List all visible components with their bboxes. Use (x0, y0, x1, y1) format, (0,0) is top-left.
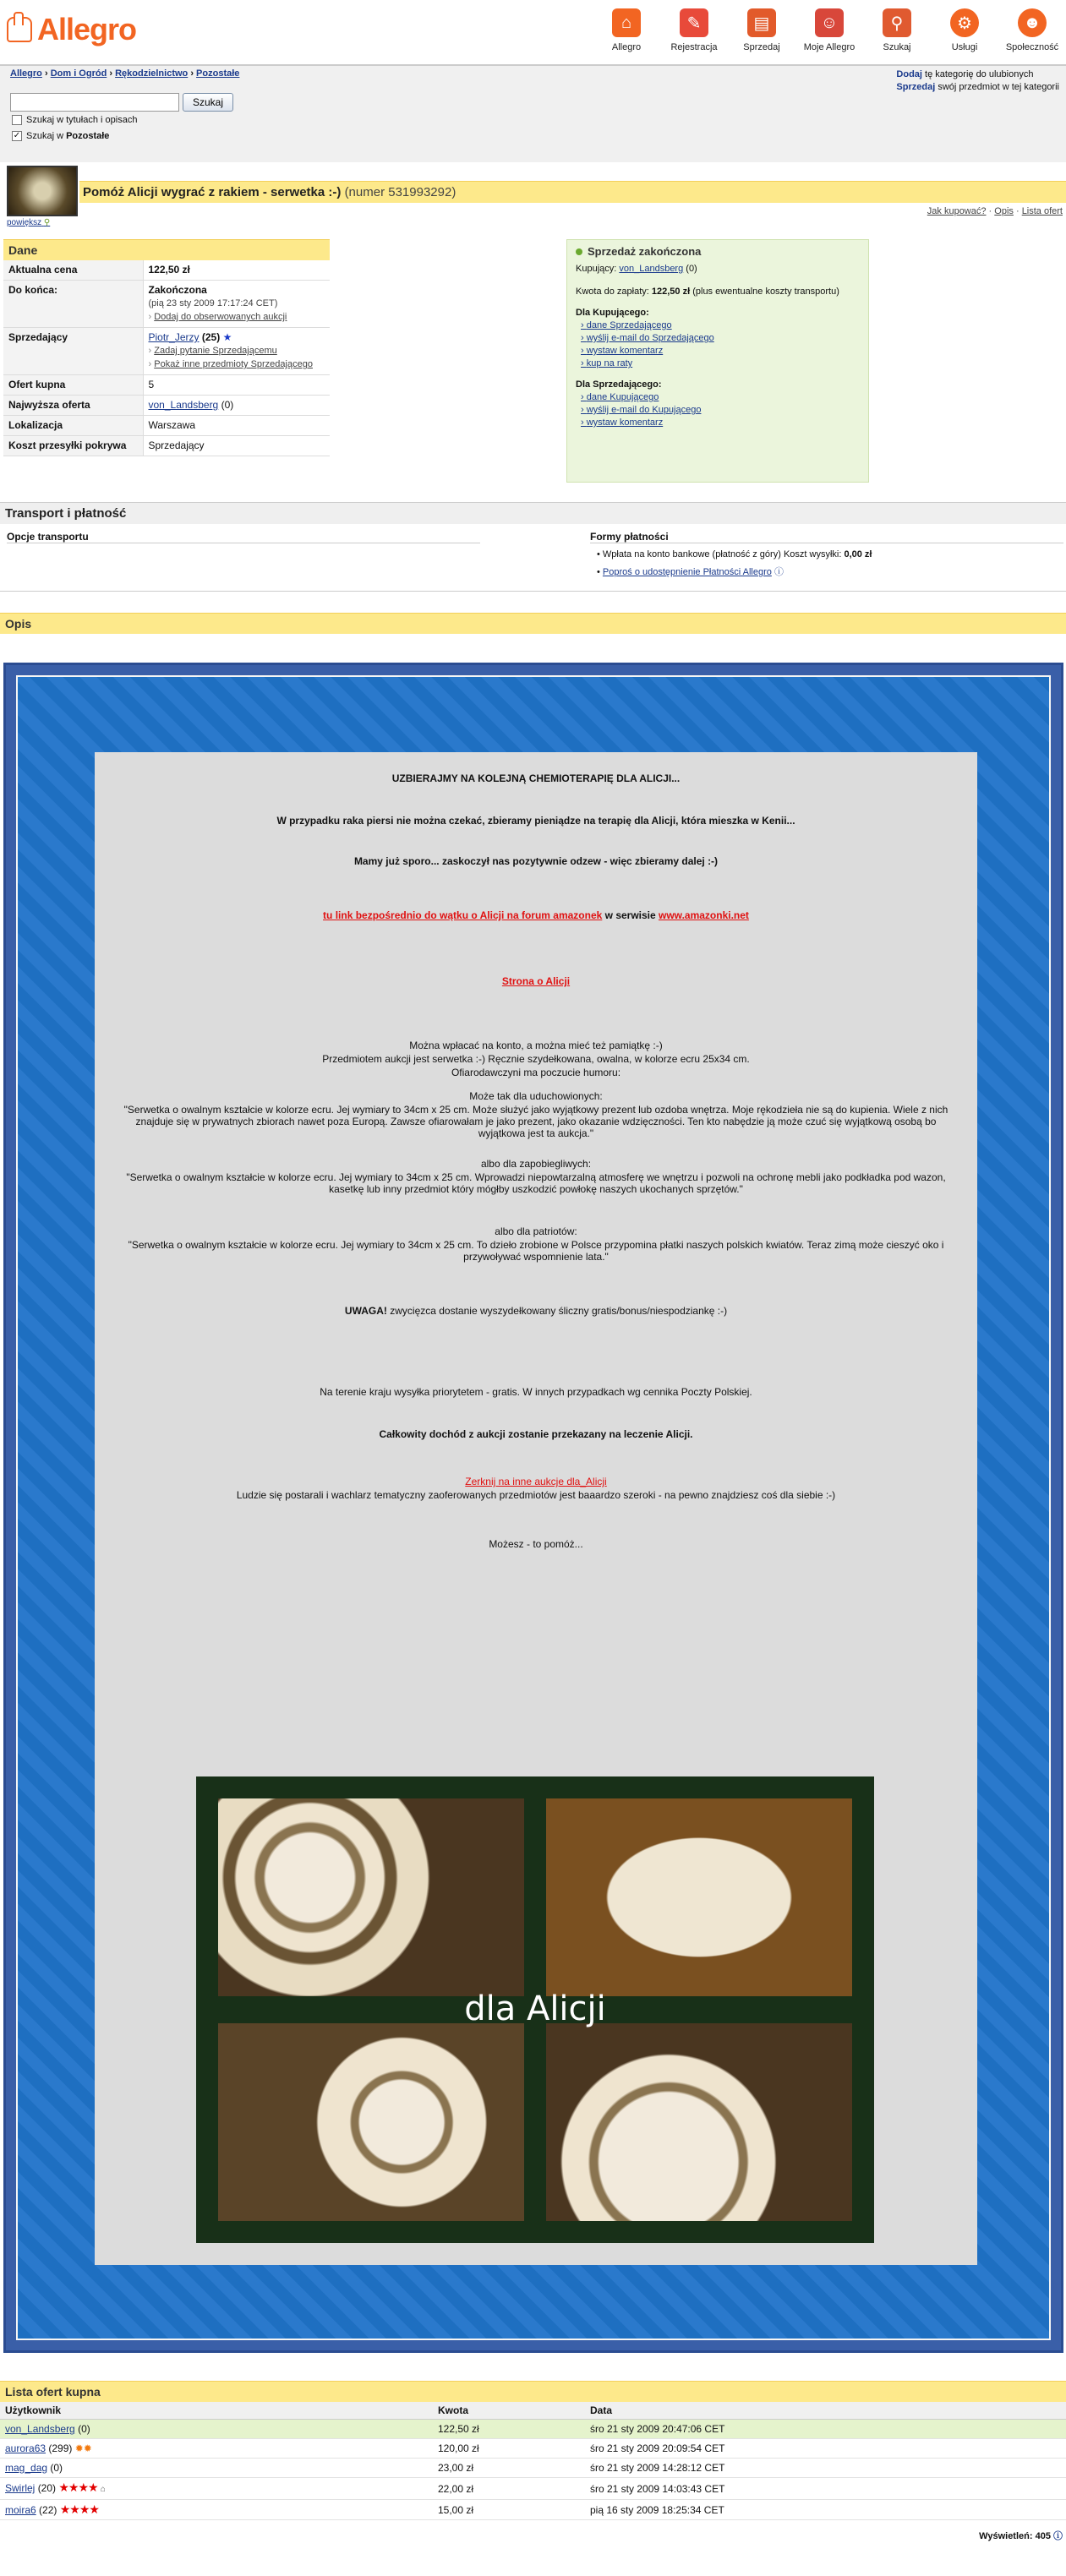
crumb-pozostale[interactable]: Pozostałe (196, 68, 240, 79)
pencil-icon: ✎ (680, 8, 708, 37)
description-header: Opis (0, 613, 1066, 634)
crumb-rekodzielnictwo[interactable]: Rękodzielnictwo (115, 68, 189, 79)
desc-link[interactable]: Opis (994, 206, 1014, 216)
seller-link-comment[interactable]: › wystaw komentarz (581, 418, 664, 428)
home-icon: ⌂ (612, 8, 641, 37)
nav-uslugi[interactable]: ⚙ Usługi (931, 0, 998, 52)
transport-header: Transport i płatność (0, 502, 1066, 524)
item-thumbnail[interactable] (7, 166, 78, 216)
seller-link-email-buyer[interactable]: › wyślij e-mail do Kupującego (581, 405, 702, 415)
stars-badge-icon: ★★★★ (58, 2480, 98, 2494)
buyer-link-seller-data[interactable]: › dane Sprzedającego (581, 320, 672, 330)
allegro-logo[interactable] (7, 12, 136, 47)
user-card-icon: ☺ (815, 8, 844, 37)
nav-rejestracja[interactable]: ✎ Rejestracja (660, 0, 728, 52)
zoom-link[interactable]: powiększ ⚲ (7, 218, 51, 227)
green-dot-icon (576, 248, 582, 255)
seller-link[interactable]: Piotr_Jerzy (148, 331, 200, 343)
table-row: Swirlej (20) ★★★★ ⌂ 22,00 zł śro 21 sty 2009 14:03:43 CET (0, 2478, 1066, 2500)
bids-header: Lista ofert kupna (0, 2381, 1066, 2402)
bids-section (0, 2381, 1066, 2520)
seller-link-buyer-data[interactable]: › dane Kupującego (581, 392, 659, 402)
zoom-icon: ⚲ (43, 218, 51, 227)
buyer-link-installments[interactable]: › kup na raty (581, 358, 633, 368)
sale-ended-box: Sprzedaż zakończona Kupujący: von_Landsberg (0) Kwota do zapłaty: 122,50 zł (plus ewentualne koszty transportu) Dla Kupującego: › dane Sprzedającego › wyślij e-mail do Sprzedającego › wystaw komentarz › kup na raty Dla Sprzedającego: › dane Kupującego › wyślij e-mail do Kupującego › wystaw komentarz (566, 239, 869, 483)
bidder-link[interactable]: mag_dag (5, 2462, 48, 2474)
title-bar (79, 181, 1066, 203)
category-actions: Dodaj tę kategorię do ulubionych Sprzedaj swój przedmiot w tej kategorii (896, 69, 1059, 92)
bids-table: Użytkownik Kwota Data von_Landsberg (0) 122,50 zł śro 21 sty 2009 20:47:06 CET aurora63 (299) ✹✹ 120,00 zł śro 21 sty 2009 20:09:54 CET mag_dag (0) 23,00 zł śro 21 sty 2009 14:28:12 CET Swirlej (20) ★★★★ ⌂ 22,00 zł śro 21 sty 2009 14:03:43 CET moira6 (22) ★★★★ 15,00 zł pią 16 sty 2009 18:25:34 CET (0, 2402, 1066, 2520)
sell-in-category-link[interactable]: Sprzedaj (896, 82, 936, 92)
title-links: Jak kupować? · Opis · Lista ofert (927, 206, 1063, 216)
current-price: 122,50 zł (148, 264, 190, 276)
sun-badge-icon: ✹✹ (74, 2442, 92, 2454)
main-nav (593, 0, 1066, 52)
nav-sprzedaj[interactable]: ▤ Sprzedaj (728, 0, 795, 52)
table-row: mag_dag (0) 23,00 zł śro 21 sty 2009 14:28:12 CET (0, 2459, 1066, 2478)
bidder-link[interactable]: moira6 (5, 2504, 36, 2516)
gear-icon: ⚙ (950, 8, 979, 37)
request-payment-link[interactable]: Poproś o udostępnienie Płatności Allegro (602, 567, 772, 577)
search-input[interactable] (10, 93, 179, 112)
view-counter: Wyświetleń: 405 ⓘ (979, 2531, 1063, 2541)
checkbox-unchecked[interactable] (12, 115, 22, 125)
table-row: moira6 (22) ★★★★ 15,00 zł pią 16 sty 2009 18:25:34 CET (0, 2500, 1066, 2520)
auction-title: Pomóż Alicji wygrać z rakiem - serwetka :-) (numer 531993292) (83, 185, 456, 199)
alicja-page-link[interactable]: Strona o Alicji (501, 975, 571, 987)
search-category-option[interactable]: ✓ Szukaj w Pozostałe (13, 131, 110, 141)
nav-spolecznosc[interactable]: ☻ Społeczność (998, 0, 1066, 52)
user-badge-icon: ⌂ (100, 2485, 106, 2494)
top-bidder-link[interactable]: von_Landsberg (148, 399, 219, 411)
top-header (0, 0, 1066, 64)
bidder-link[interactable]: Swirlej (5, 2482, 36, 2494)
other-auctions-link[interactable]: Zerknij na inne aukcje dla_Alicji (465, 1476, 607, 1487)
table-row: von_Landsberg (0) 122,50 zł śro 21 sty 2009 20:47:06 CET (0, 2420, 1066, 2439)
amazonki-link[interactable]: www.amazonki.net (659, 909, 749, 921)
buyer-link-comment[interactable]: › wystaw komentarz (581, 346, 664, 356)
details-panel (3, 239, 330, 456)
hand-logo-icon (7, 17, 32, 42)
how-to-buy-link[interactable]: Jak kupować? (927, 206, 987, 216)
add-favorite-link[interactable]: Dodaj (896, 69, 922, 79)
watch-link[interactable]: Dodaj do obserwowanych aukcji (154, 312, 287, 322)
nav-allegro[interactable]: ⌂ Allegro (593, 0, 660, 52)
crumb-dom[interactable]: Dom i Ogród (50, 68, 107, 79)
magnifier-icon: ⚲ (883, 8, 911, 37)
stars-badge-icon: ★★★★ (59, 2502, 99, 2516)
buyer-link[interactable]: von_Landsberg (619, 264, 684, 274)
ask-seller-link[interactable]: Zadaj pytanie Sprzedającemu (154, 346, 277, 356)
info-icon: ⓘ (1053, 2531, 1063, 2541)
description-content: UZBIERAJMY NA KOLEJNĄ CHEMIOTERAPIĘ DLA ALICJI... W przypadku raka piersi nie można czekać, zbieramy pieniądze na terapię dla Alicji, która mieszka w Kenii... Mamy już sporo... zaskoczył nas pozytywnie odzew - więc zbieramy dalej :-) tu link bezpośrednio do wątku o Alicji na forum amazonek w serwisie www.amazonki.net Strona o Alicji Można wpłacać na konto, a można mieć też pamiątkę :-) Przedmiotem aukcji jest serwetka :-) Ręcznie szydełkowana, owalna, w kolorze ecru 25x34 cm. Ofiarodawczyni ma poczucie humoru: Może tak dla uduchowionych: "Serwetka o owalnym kształcie w kolorze ecru. Jej wymiary to 34cm x 25 cm. Może służyć jako wyjątkowy prezent lub ozdoba wnętrza. Moje rękodzieła nie są do kupienia. Wiele z nich znajduje się w prywatnych zbiorach nawet poza Europą. Zawsze ofiarowałam je jako prezent, jako okazanie wdzięczności. Ten kto nabędzie ją może czuć się wyjątkową osobą bo wyjątkowa jest ta aukcja." albo dla zapobiegliwych: "Serwetka o owalnym kształcie w kolorze ecru. Jej wymiary to 34cm x 25 cm. Wprowadzi niepowtarzalną atmosferę we wnętrzu i pozwoli na ochronę mebli jako podkładka pod wazon, kasetkę lub inny przedmiot który mógłby uszkodzić powłokę naszych ukochanych sprzętów." albo dla patriotów: "Serwetka o owalnym kształcie w kolorze ecru. Jej wymiary to 34cm x 25 cm. To dzieło zrobione w Polsce przypomina płatki naszych polskich kwiatów. Teraz zimą może cieszyć oko i przywoływać wspomnienie lata." UWAGA! zwycięzca dostanie wyszydełkowany śliczny gratis/bonus/niespodziankę :-) Na terenie kraju wysyłka priorytetem - gratis. W innych przypadkach wg cennika Poczty Polskiej. Całkowity dochód z aukcji zostanie przekazany na leczenie Alicji. Zerknij na inne aukcje dla_Alicji Ludzie się postarali i wachlarz tematyczny zaoferowanych przedmiotów jest baaardzo szeroki - na pewno znajdziesz coś dla siebie :-) Możesz - to pomóż... (95, 752, 977, 2265)
checkbox-checked[interactable]: ✓ (13, 131, 21, 140)
details-table: Aktualna cena 122,50 zł Do końca: Zakończona (pią 23 sty 2009 17:17:24 CET) › Dodaj do obserwowanych aukcji Sprzedający Piotr_Jerzy (25) ★ › Zadaj pytanie Sprzedającemu › Pokaż inne przedmioty Sprzedającego Ofert kupna 5 Najwyższa oferta von_Landsberg (0) Lokalizacja Warszawa Koszt przesyłki pokrywa Sprzedający (3, 260, 330, 456)
store-icon: ▤ (747, 8, 776, 37)
info-icon[interactable]: ⓘ (774, 567, 784, 577)
transport-section: Transport i płatność Opcje transportu Formy płatności • Wpłata na konto bankowe (płatność z góry) Koszt wysyłki: 0,00 zł • Poproś o udostępnienie Płatności Allegro ⓘ (0, 502, 1066, 592)
community-icon: ☻ (1018, 8, 1047, 37)
buyer-link-email-seller[interactable]: › wyślij e-mail do Sprzedającego (581, 333, 714, 343)
photo-caption: dla Alicji (464, 1989, 606, 2028)
blue-star-icon: ★ (222, 331, 232, 343)
breadcrumb: Allegro › Dom i Ogród › Rękodzielnictwo › Pozostałe (10, 68, 240, 79)
seller-other-items-link[interactable]: Pokaż inne przedmioty Sprzedającego (154, 359, 313, 369)
nav-szukaj[interactable]: ⚲ Szukaj (863, 0, 931, 52)
logo-text: Allegro (37, 12, 137, 46)
search-titles-option[interactable]: Szukaj w tytułach i opisach (12, 115, 137, 125)
offers-list-link[interactable]: Lista ofert (1021, 206, 1063, 216)
search-button[interactable]: Szukaj (183, 93, 233, 112)
details-header: Dane (3, 239, 330, 260)
forum-thread-link[interactable]: tu link bezpośrednio do wątku o Alicji na forum amazonek (323, 909, 603, 921)
bidder-link[interactable]: aurora63 (5, 2442, 46, 2454)
crumb-allegro[interactable]: Allegro (10, 68, 42, 79)
nav-moje-allegro[interactable]: ☺ Moje Allegro (795, 0, 863, 52)
doily-photo (196, 1776, 874, 2243)
bidder-link[interactable]: von_Landsberg (5, 2423, 75, 2435)
table-row: aurora63 (299) ✹✹ 120,00 zł śro 21 sty 2009 20:09:54 CET (0, 2439, 1066, 2459)
